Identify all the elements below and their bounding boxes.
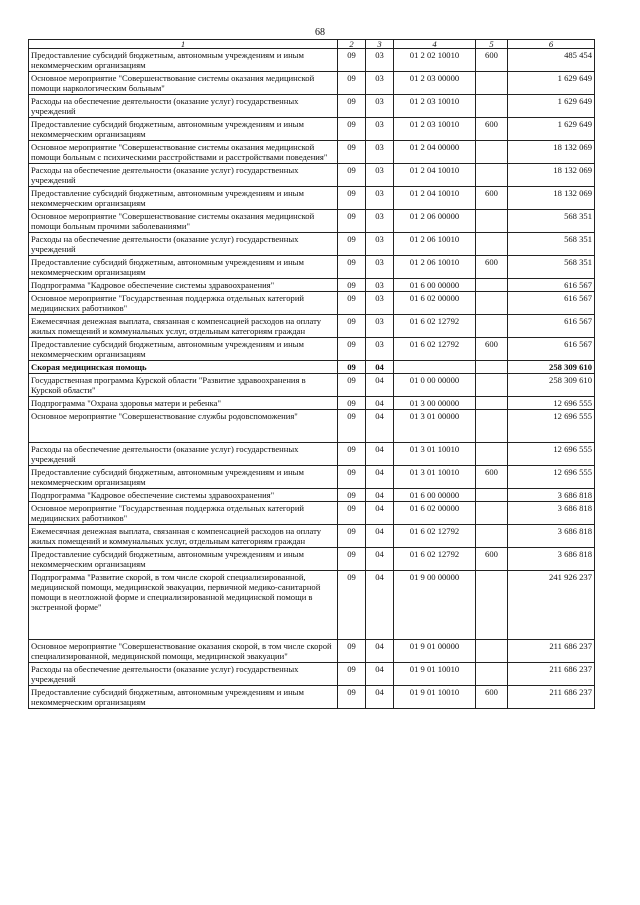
row-csr: 01 2 03 10010 xyxy=(394,118,476,141)
row-csr: 01 9 01 10010 xyxy=(394,663,476,686)
row-vr xyxy=(476,525,508,548)
row-rz: 09 xyxy=(338,118,366,141)
row-sum: 1 629 649 xyxy=(508,72,595,95)
table-row xyxy=(29,361,595,374)
row-name: Предоставление субсидий бюджетным, автономным учреждениям и иным некоммерческим организациям xyxy=(29,548,338,571)
row-sum: 18 132 069 xyxy=(508,141,595,164)
row-pr: 04 xyxy=(366,686,394,709)
row-pr: 04 xyxy=(366,397,394,410)
row-pr: 03 xyxy=(366,141,394,164)
row-vr xyxy=(476,141,508,164)
row-sum: 485 454 xyxy=(508,49,595,72)
row-rz: 09 xyxy=(338,548,366,571)
row-name: Скорая медицинская помощь xyxy=(29,361,338,374)
row-rz: 09 xyxy=(338,164,366,187)
row-vr xyxy=(476,663,508,686)
row-csr: 01 3 01 10010 xyxy=(394,466,476,489)
table-row xyxy=(29,164,595,187)
row-rz: 09 xyxy=(338,210,366,233)
row-name: Основное мероприятие "Совершенствование системы оказания медицинской помощи больным прочими заболеваниями" xyxy=(29,210,338,233)
row-name: Расходы на обеспечение деятельности (оказание услуг) государственных учреждений xyxy=(29,233,338,256)
table-row xyxy=(29,686,595,709)
table-row xyxy=(29,374,595,397)
row-rz: 09 xyxy=(338,72,366,95)
row-csr: 01 2 02 10010 xyxy=(394,49,476,72)
row-csr: 01 3 00 00000 xyxy=(394,397,476,410)
row-sum: 568 351 xyxy=(508,256,595,279)
col-header-vr: 5 xyxy=(476,40,508,49)
row-csr: 01 2 03 00000 xyxy=(394,72,476,95)
row-rz: 09 xyxy=(338,571,366,640)
table-row xyxy=(29,233,595,256)
row-sum: 1 629 649 xyxy=(508,95,595,118)
row-csr: 01 9 00 00000 xyxy=(394,571,476,640)
table-row xyxy=(29,95,595,118)
table-row xyxy=(29,292,595,315)
row-name: Основное мероприятие "Совершенствование оказания скорой, в том числе скорой специализированной, медицинской помощи, медицинской эвакуации" xyxy=(29,640,338,663)
row-vr xyxy=(476,233,508,256)
row-vr xyxy=(476,95,508,118)
table-row xyxy=(29,466,595,489)
row-pr: 03 xyxy=(366,233,394,256)
row-vr xyxy=(476,315,508,338)
row-vr xyxy=(476,361,508,374)
row-name: Предоставление субсидий бюджетным, автономным учреждениям и иным некоммерческим организациям xyxy=(29,466,338,489)
row-vr xyxy=(476,279,508,292)
col-header-sum: 6 xyxy=(508,40,595,49)
row-csr: 01 2 06 10010 xyxy=(394,256,476,279)
row-name: Основное мероприятие "Совершенствование системы оказания медицинской помощи больным с психическими расстройствами и расстройствами поведения" xyxy=(29,141,338,164)
row-name: Подпрограмма "Кадровое обеспечение системы здравоохранения" xyxy=(29,279,338,292)
row-name: Расходы на обеспечение деятельности (оказание услуг) государственных учреждений xyxy=(29,95,338,118)
row-vr xyxy=(476,502,508,525)
col-header-rz: 2 xyxy=(338,40,366,49)
row-pr: 04 xyxy=(366,571,394,640)
row-rz: 09 xyxy=(338,489,366,502)
row-vr xyxy=(476,397,508,410)
row-vr: 600 xyxy=(476,466,508,489)
row-rz: 09 xyxy=(338,443,366,466)
row-csr: 01 2 06 00000 xyxy=(394,210,476,233)
row-rz: 09 xyxy=(338,410,366,443)
col-header-pr: 3 xyxy=(366,40,394,49)
row-rz: 09 xyxy=(338,663,366,686)
row-vr: 600 xyxy=(476,338,508,361)
row-sum: 3 686 818 xyxy=(508,502,595,525)
table-row xyxy=(29,489,595,502)
table-body xyxy=(29,49,595,709)
row-vr xyxy=(476,410,508,443)
row-rz: 09 xyxy=(338,233,366,256)
row-rz: 09 xyxy=(338,361,366,374)
row-sum: 258 309 610 xyxy=(508,361,595,374)
row-rz: 09 xyxy=(338,279,366,292)
table-row xyxy=(29,315,595,338)
row-vr xyxy=(476,571,508,640)
col-header-csr: 4 xyxy=(394,40,476,49)
row-sum: 3 686 818 xyxy=(508,548,595,571)
row-pr: 04 xyxy=(366,489,394,502)
row-vr xyxy=(476,210,508,233)
row-name: Ежемесячная денежная выплата, связанная с компенсацией расходов на оплату жилых помещений и коммунальных услуг, отдельным категориям граждан xyxy=(29,525,338,548)
row-pr: 03 xyxy=(366,279,394,292)
row-name: Предоставление субсидий бюджетным, автономным учреждениям и иным некоммерческим организациям xyxy=(29,686,338,709)
row-name: Основное мероприятие "Государственная поддержка отдельных категорий медицинских работников" xyxy=(29,292,338,315)
row-pr: 03 xyxy=(366,164,394,187)
row-csr: 01 6 02 12792 xyxy=(394,525,476,548)
row-sum: 1 629 649 xyxy=(508,118,595,141)
row-rz: 09 xyxy=(338,292,366,315)
row-vr xyxy=(476,164,508,187)
row-pr: 04 xyxy=(366,374,394,397)
row-name: Основное мероприятие "Государственная поддержка отдельных категорий медицинских работников" xyxy=(29,502,338,525)
row-csr: 01 6 02 12792 xyxy=(394,315,476,338)
row-csr: 01 6 02 12792 xyxy=(394,338,476,361)
row-pr: 03 xyxy=(366,72,394,95)
row-vr: 600 xyxy=(476,686,508,709)
row-sum: 211 686 237 xyxy=(508,686,595,709)
row-csr: 01 3 01 00000 xyxy=(394,410,476,443)
row-vr: 600 xyxy=(476,548,508,571)
row-csr: 01 9 01 10010 xyxy=(394,686,476,709)
row-rz: 09 xyxy=(338,338,366,361)
table-row xyxy=(29,525,595,548)
row-csr: 01 6 02 00000 xyxy=(394,292,476,315)
row-name: Расходы на обеспечение деятельности (оказание услуг) государственных учреждений xyxy=(29,663,338,686)
row-rz: 09 xyxy=(338,95,366,118)
row-name: Предоставление субсидий бюджетным, автономным учреждениям и иным некоммерческим организациям xyxy=(29,187,338,210)
row-vr xyxy=(476,489,508,502)
row-rz: 09 xyxy=(338,315,366,338)
row-sum: 3 686 818 xyxy=(508,525,595,548)
row-rz: 09 xyxy=(338,187,366,210)
row-pr: 04 xyxy=(366,502,394,525)
row-pr: 03 xyxy=(366,210,394,233)
row-pr: 03 xyxy=(366,256,394,279)
table-row xyxy=(29,397,595,410)
row-pr: 03 xyxy=(366,315,394,338)
row-name: Предоставление субсидий бюджетным, автономным учреждениям и иным некоммерческим организациям xyxy=(29,49,338,72)
row-vr: 600 xyxy=(476,49,508,72)
row-pr: 03 xyxy=(366,95,394,118)
row-rz: 09 xyxy=(338,49,366,72)
row-csr: 01 2 03 10010 xyxy=(394,95,476,118)
row-sum: 616 567 xyxy=(508,338,595,361)
page-number: 68 xyxy=(315,27,325,38)
table-row xyxy=(29,49,595,72)
table-row xyxy=(29,571,595,640)
row-rz: 09 xyxy=(338,256,366,279)
row-name: Государственная программа Курской области "Развитие здравоохранения в Курской области" xyxy=(29,374,338,397)
row-csr: 01 6 00 00000 xyxy=(394,489,476,502)
table-row xyxy=(29,256,595,279)
row-rz: 09 xyxy=(338,397,366,410)
row-name: Расходы на обеспечение деятельности (оказание услуг) государственных учреждений xyxy=(29,443,338,466)
row-pr: 03 xyxy=(366,338,394,361)
table-row xyxy=(29,279,595,292)
row-sum: 12 696 555 xyxy=(508,443,595,466)
row-name: Основное мероприятие "Совершенствование службы родовспоможения" xyxy=(29,410,338,443)
row-name: Ежемесячная денежная выплата, связанная с компенсацией расходов на оплату жилых помещений и коммунальных услуг, отдельным категориям граждан xyxy=(29,315,338,338)
row-rz: 09 xyxy=(338,141,366,164)
row-vr xyxy=(476,72,508,95)
row-name: Предоставление субсидий бюджетным, автономным учреждениям и иным некоммерческим организациям xyxy=(29,256,338,279)
row-name: Предоставление субсидий бюджетным, автономным учреждениям и иным некоммерческим организациям xyxy=(29,118,338,141)
table-row xyxy=(29,338,595,361)
row-pr: 04 xyxy=(366,410,394,443)
row-sum: 3 686 818 xyxy=(508,489,595,502)
row-sum: 258 309 610 xyxy=(508,374,595,397)
table-row xyxy=(29,141,595,164)
row-pr: 04 xyxy=(366,361,394,374)
table-row xyxy=(29,210,595,233)
row-vr: 600 xyxy=(476,256,508,279)
budget-table xyxy=(28,39,595,709)
table-row xyxy=(29,443,595,466)
table-row xyxy=(29,502,595,525)
row-csr xyxy=(394,361,476,374)
row-sum: 211 686 237 xyxy=(508,640,595,663)
header-row xyxy=(29,40,595,49)
row-pr: 03 xyxy=(366,49,394,72)
row-name: Подпрограмма "Охрана здоровья матери и ребенка" xyxy=(29,397,338,410)
row-vr xyxy=(476,292,508,315)
row-pr: 03 xyxy=(366,118,394,141)
row-name: Основное мероприятие "Совершенствование системы оказания медицинской помощи наркологическим больным" xyxy=(29,72,338,95)
row-vr xyxy=(476,640,508,663)
row-rz: 09 xyxy=(338,525,366,548)
table-row xyxy=(29,548,595,571)
row-sum: 616 567 xyxy=(508,315,595,338)
row-name: Подпрограмма "Кадровое обеспечение системы здравоохранения" xyxy=(29,489,338,502)
table-row xyxy=(29,663,595,686)
table-row xyxy=(29,118,595,141)
row-rz: 09 xyxy=(338,686,366,709)
row-sum: 616 567 xyxy=(508,292,595,315)
row-name: Расходы на обеспечение деятельности (оказание услуг) государственных учреждений xyxy=(29,164,338,187)
row-pr: 03 xyxy=(366,292,394,315)
row-sum: 568 351 xyxy=(508,210,595,233)
row-csr: 01 0 00 00000 xyxy=(394,374,476,397)
row-pr: 04 xyxy=(366,640,394,663)
row-sum: 211 686 237 xyxy=(508,663,595,686)
table-row xyxy=(29,187,595,210)
table-row xyxy=(29,72,595,95)
row-csr: 01 2 04 10010 xyxy=(394,164,476,187)
row-sum: 12 696 555 xyxy=(508,397,595,410)
row-pr: 04 xyxy=(366,663,394,686)
row-sum: 616 567 xyxy=(508,279,595,292)
col-header-name: 1 xyxy=(29,40,338,49)
row-csr: 01 6 02 12792 xyxy=(394,548,476,571)
row-rz: 09 xyxy=(338,502,366,525)
row-sum: 12 696 555 xyxy=(508,466,595,489)
row-pr: 04 xyxy=(366,466,394,489)
row-csr: 01 2 04 00000 xyxy=(394,141,476,164)
row-csr: 01 9 01 00000 xyxy=(394,640,476,663)
row-rz: 09 xyxy=(338,466,366,489)
row-name: Предоставление субсидий бюджетным, автономным учреждениям и иным некоммерческим организациям xyxy=(29,338,338,361)
table-row xyxy=(29,640,595,663)
row-vr: 600 xyxy=(476,187,508,210)
row-vr xyxy=(476,374,508,397)
row-csr: 01 6 00 00000 xyxy=(394,279,476,292)
row-csr: 01 2 04 10010 xyxy=(394,187,476,210)
row-sum: 568 351 xyxy=(508,233,595,256)
row-vr xyxy=(476,443,508,466)
row-sum: 241 926 237 xyxy=(508,571,595,640)
row-pr: 04 xyxy=(366,525,394,548)
row-rz: 09 xyxy=(338,640,366,663)
table-row xyxy=(29,410,595,443)
row-pr: 03 xyxy=(366,187,394,210)
row-sum: 18 132 069 xyxy=(508,164,595,187)
row-vr: 600 xyxy=(476,118,508,141)
row-sum: 12 696 555 xyxy=(508,410,595,443)
row-name: Подпрограмма "Развитие скорой, в том числе скорой специализированной, медицинской помощи, медицинской эвакуации, первичной медико-санитарной помощи в неотложной форме и специализированной медицинской помощи в экстренной форме" xyxy=(29,571,338,640)
row-rz: 09 xyxy=(338,374,366,397)
row-csr: 01 2 06 10010 xyxy=(394,233,476,256)
row-csr: 01 3 01 10010 xyxy=(394,443,476,466)
row-csr: 01 6 02 00000 xyxy=(394,502,476,525)
row-sum: 18 132 069 xyxy=(508,187,595,210)
row-pr: 04 xyxy=(366,443,394,466)
row-pr: 04 xyxy=(366,548,394,571)
